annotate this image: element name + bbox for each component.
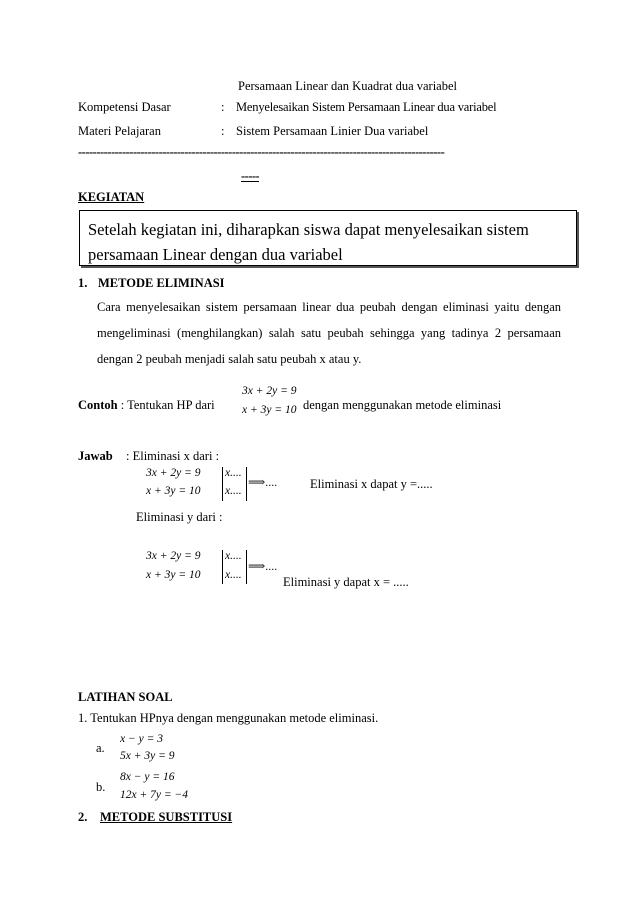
jawab-step2: Eliminasi y dari : [136,510,223,524]
elim-y-mul2: x.... [225,569,242,581]
elim-x-bar-right [246,467,247,501]
contoh-eq2: x + 3y = 10 [242,404,297,416]
jawab-label: Jawab [78,449,113,463]
elim-x-mul1: x.... [225,467,242,479]
latihan-a-eq1: x − y = 3 [120,733,163,745]
contoh-label: Contoh [78,398,118,412]
jawab-step1: : Eliminasi x dari : [126,449,220,463]
kd-label: Kompetensi Dasar [78,100,171,114]
section1-title: METODE ELIMINASI [98,276,225,290]
latihan-question-1: 1. Tentukan HPnya dengan menggunakan metode eliminasi. [78,711,379,725]
kd-value: Menyelesaikan Sistem Persamaan Linear dua variabel [236,100,497,114]
latihan-heading: LATIHAN SOAL [78,690,173,704]
elim-x-mul2: x.... [225,485,242,497]
elim-y-result: Eliminasi y dapat x = ..... [283,575,409,589]
elim-y-eq2: x + 3y = 10 [146,569,201,581]
objective-box [79,210,577,266]
elim-x-eq2: x + 3y = 10 [146,485,201,497]
section1-number: 1. [78,276,88,290]
elim-y-bar-right [246,550,247,584]
section2-number: 2. [78,810,88,824]
latihan-a-eq2: 5x + 3y = 9 [120,750,175,762]
elim-x-eq1: 3x + 2y = 9 [146,467,201,479]
divider-tail: ----- [241,169,260,183]
latihan-a-label: a. [96,741,105,755]
elim-y-arrow: ⟹.... [248,559,278,573]
materi-value: Sistem Persamaan Linier Dua variabel [236,124,429,138]
elim-x-arrow: ⟹.... [248,475,278,489]
materi-separator: : [221,124,225,138]
contoh-text-after: dengan menggunakan metode eliminasi [303,398,502,412]
materi-label: Materi Pelajaran [78,124,161,138]
elim-x-bar-left [222,467,223,501]
latihan-b-label: b. [96,780,106,794]
contoh-text: : Tentukan HP dari [120,398,215,412]
contoh-block [78,398,215,413]
section2-title: METODE SUBSTITUSI [100,810,233,824]
elim-y-bar-left [222,550,223,584]
elim-y-eq1: 3x + 2y = 9 [146,550,201,562]
objective-text: Setelah kegiatan ini, diharapkan siswa dapat menyelesaikan sistem persamaan Linear dengan dua variabel [88,220,529,264]
latihan-b-eq2: 12x + 7y = −4 [120,789,188,801]
topic-title: Persamaan Linear dan Kuadrat dua variabel [238,79,457,93]
divider-line: ---------------------------------------------------------------------------------------------------- [78,145,445,159]
elim-x-result: Eliminasi x dapat y =..... [310,477,433,491]
kd-separator: : [221,100,225,114]
latihan-b-eq1: 8x − y = 16 [120,771,175,783]
contoh-eq1: 3x + 2y = 9 [242,385,297,397]
kegiatan-heading: KEGIATAN [78,190,145,204]
section1-paragraph: Cara menyelesaikan sistem persamaan linear dua peubah dengan eliminasi yaitu dengan mengeliminasi (menghilangkan) salah satu peubah sehingga yang tadinya 2 persamaan dengan 2 peubah menjadi salah satu peubah x atau y. [97,300,561,366]
elim-y-mul1: x.... [225,550,242,562]
